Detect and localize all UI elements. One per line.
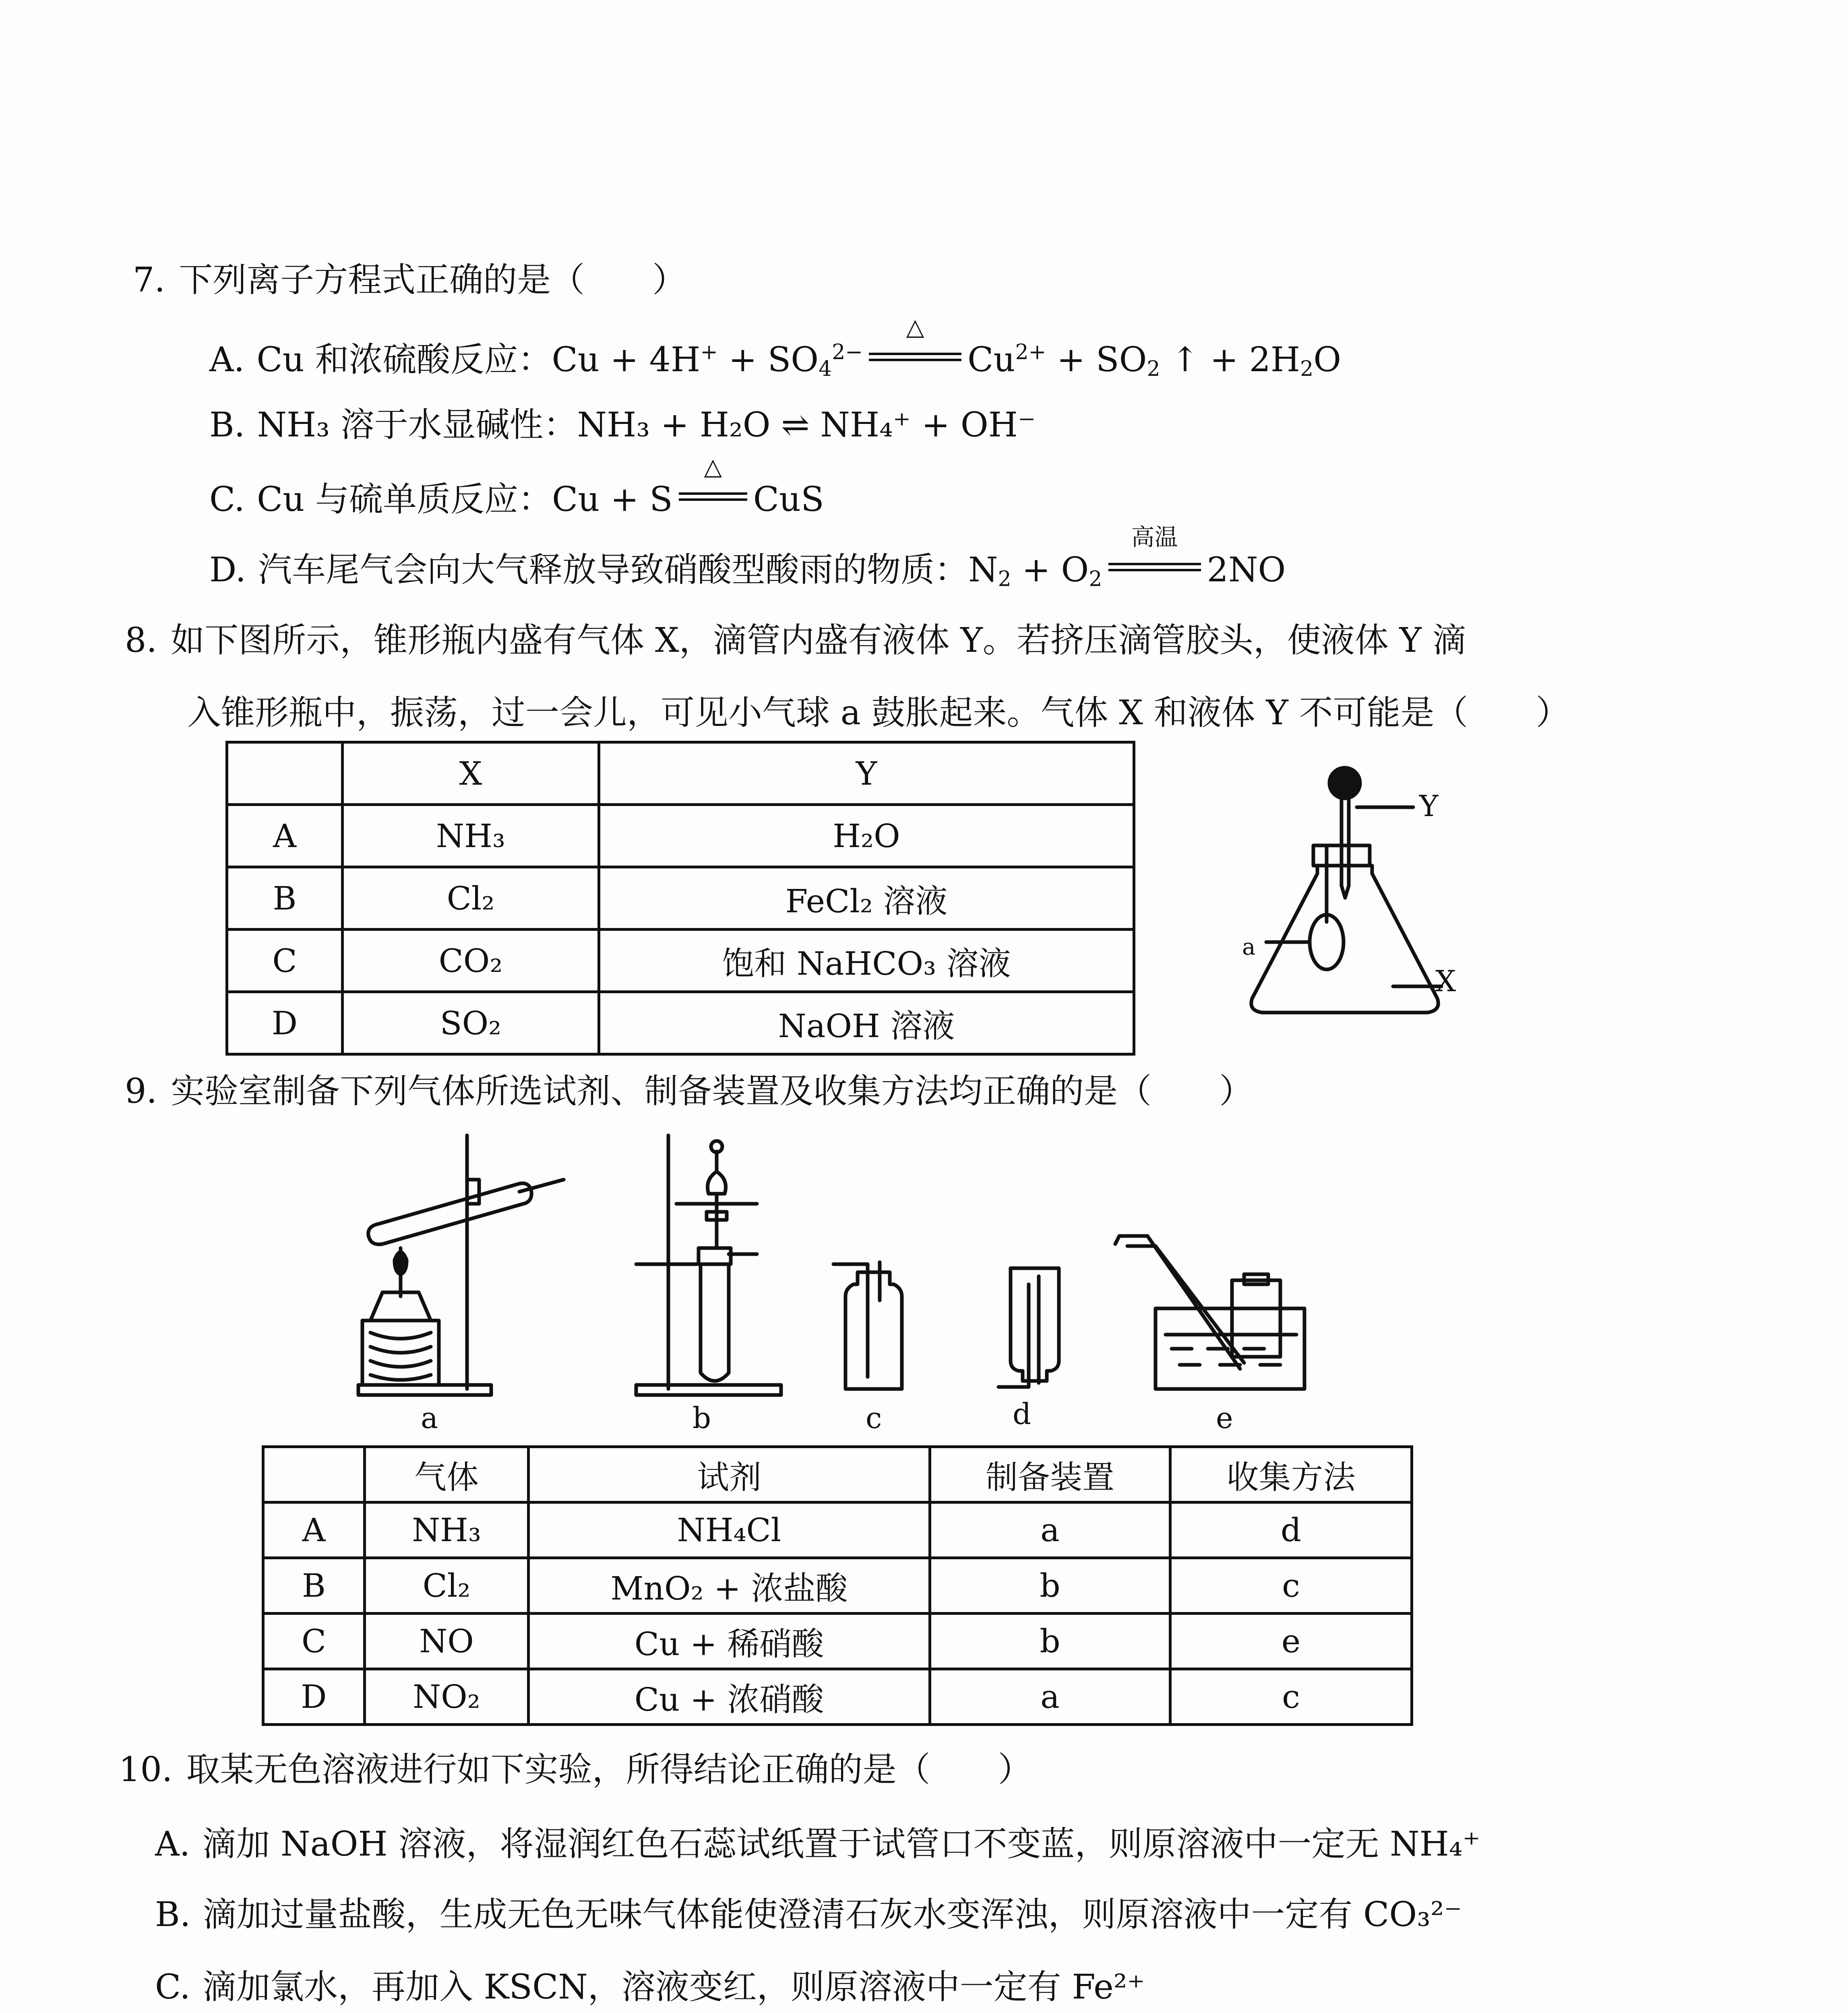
q7-option-d: D. 汽车尾气会向大气释放导致硝酸型酸雨的物质：$N_2 + O_2$ 高温 2NO — [209, 523, 1286, 591]
table-row: A NH₃ H₂O — [227, 805, 1134, 867]
table-row: B Cl₂ MnO₂ + 浓盐酸 b c — [263, 1558, 1412, 1614]
q8-stem-line1: 8. 如下图所示，锥形瓶内盛有气体 X，滴管内盛有液体 Y。若挤压滴管胶头，使液体 Y 滴 — [125, 620, 1466, 660]
q7-option-c: C. Cu 与硫单质反应：Cu + S △ CuS — [209, 453, 824, 519]
q7-option-d-condition: 高温 — [1102, 548, 1207, 584]
q9-apparatus-b — [624, 1127, 793, 1401]
table-row: A NH₃ NH₄Cl a d — [263, 1503, 1412, 1558]
q7-stem-text: 下列离子方程式正确的是（ ） — [179, 260, 686, 300]
q9-label-d: d — [1013, 1397, 1031, 1431]
q7-option-b-text: NH₃ 溶于水显碱性：NH₃ + H₂O ⇌ NH₄⁺ + OH⁻ — [257, 405, 1036, 444]
q9-stem: 9. 实验室制备下列气体所选试剂、制备装置及收集方法均正确的是（ ） — [125, 1071, 1253, 1111]
q9-apparatus-a — [346, 1127, 572, 1401]
q9-label-c: c — [866, 1401, 882, 1435]
q8-number: 8. — [125, 620, 157, 660]
q10-option-b: B. 滴加过量盐酸，生成无色无味气体能使澄清石灰水变浑浊，则原溶液中一定有 CO₃²⁻ — [155, 1895, 1462, 1934]
q7-stem — [133, 258, 686, 302]
q10-option-a: A. 滴加 NaOH 溶液，将湿润红色石蕊试纸置于试管口不变蓝，则原溶液中一定无 NH₄⁺ — [155, 1824, 1480, 1864]
q8-stem-line2: 入锥形瓶中，振荡，过一会儿，可见小气球 a 鼓胀起来。气体 X 和液体 Y 不可能是（ ） — [187, 693, 1570, 732]
q7-option-a: A. Cu 和浓硫酸反应：$Cu + 4H^+ + SO_4^{2-}$ △ $Cu^{2+} + SO_2$ ↑ + $2H_2O$ — [209, 313, 1342, 381]
table-row: C NO Cu + 稀硝酸 b e — [263, 1614, 1412, 1669]
q9-apparatus-e — [1111, 1228, 1321, 1397]
q7-option-a-condition: △ — [863, 337, 967, 374]
table-row: B Cl₂ FeCl₂ 溶液 — [227, 867, 1134, 930]
q9-label-a: a — [421, 1401, 438, 1435]
q9-apparatus-d — [994, 1260, 1075, 1389]
q7-option-d-label: D. — [209, 550, 246, 589]
q9-apparatus-c — [829, 1260, 918, 1397]
q7-option-a-pre: Cu 和浓硫酸反应：Cu + 4H — [256, 340, 701, 380]
q8-label-a: a — [1242, 934, 1256, 960]
q8-label-x: X — [1435, 964, 1456, 998]
dropper-bulb — [1329, 768, 1360, 798]
q10-number: 10. — [119, 1750, 173, 1789]
q7-option-c-condition: △ — [673, 477, 753, 513]
q10-option-c: C. 滴加氯水，再加入 KSCN，溶液变红，则原溶液中一定有 Fe²⁺ — [155, 1967, 1145, 2007]
q7-option-b-label: B. — [209, 405, 245, 444]
q9-number: 9. — [125, 1071, 157, 1111]
q7-option-a-label: A. — [209, 340, 245, 380]
q8-table — [225, 741, 1135, 1056]
q9-table — [262, 1445, 1413, 1726]
q8-label-y: Y — [1419, 789, 1439, 823]
q7-option-b — [209, 403, 1036, 447]
q9-label-b: b — [692, 1401, 711, 1435]
q7-option-c-label: C. — [209, 479, 245, 519]
table-row: 气体 试剂 制备装置 收集方法 — [263, 1447, 1412, 1503]
table-row: D SO₂ NaOH 溶液 — [227, 992, 1134, 1054]
table-row: X Y — [227, 742, 1134, 805]
q9-label-e: e — [1216, 1401, 1233, 1435]
q10-stem: 10. 取某无色溶液进行如下实验，所得结论正确的是（ ） — [119, 1750, 1032, 1789]
table-row: D NO₂ Cu + 浓硝酸 a c — [263, 1669, 1412, 1725]
table-row: C CO₂ 饱和 NaHCO₃ 溶液 — [227, 930, 1134, 992]
q7-number: 7. — [133, 260, 165, 300]
